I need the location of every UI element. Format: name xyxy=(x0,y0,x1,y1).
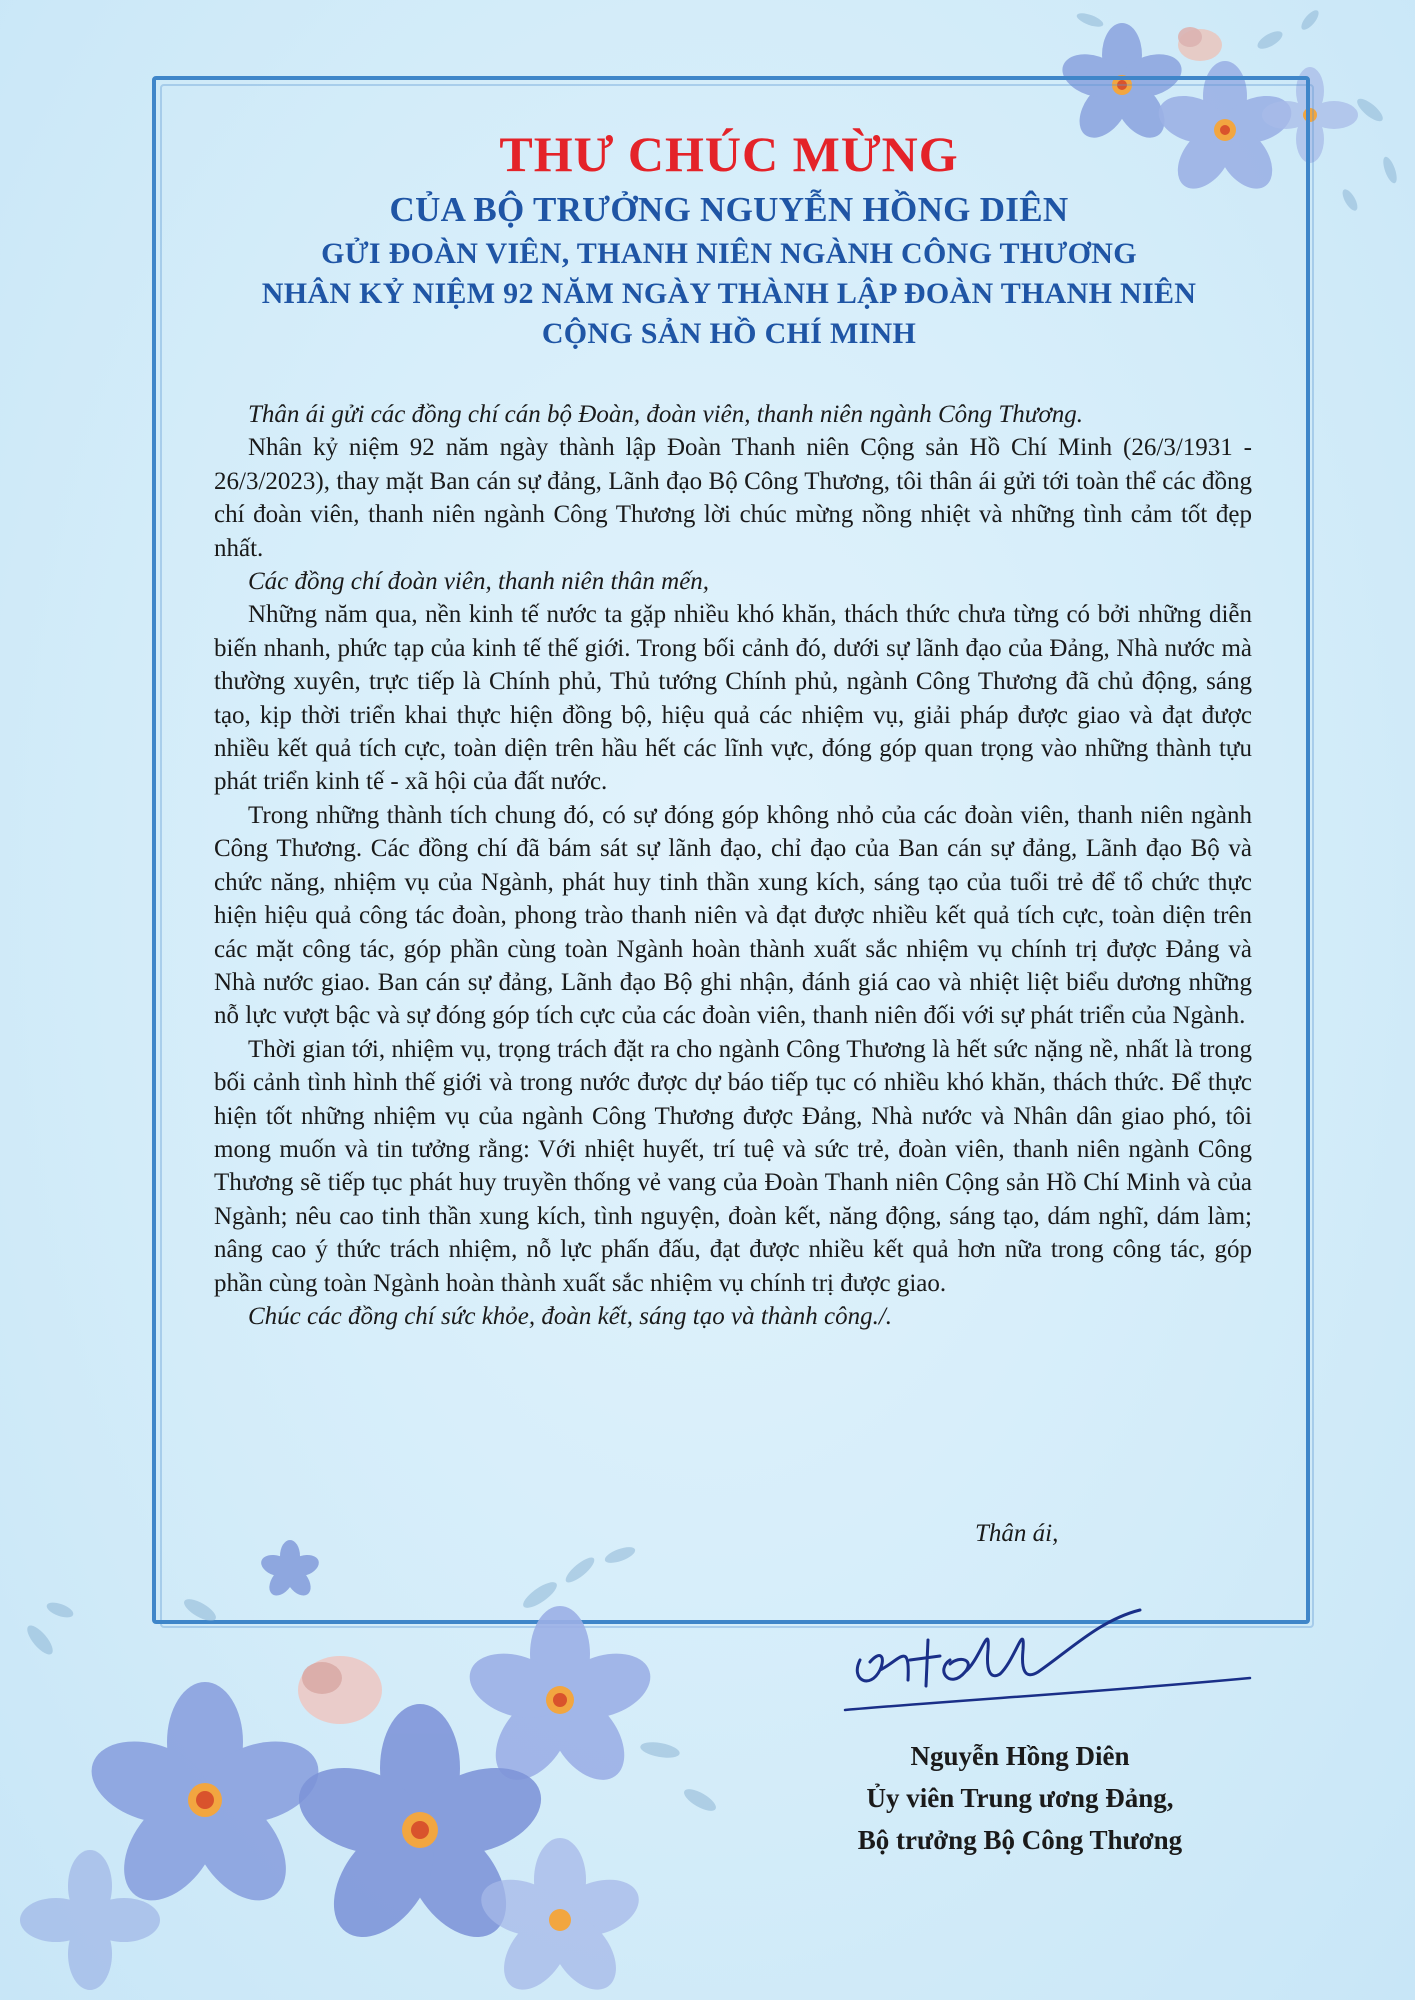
closing-greeting: Thân ái, xyxy=(975,1520,1059,1547)
body-paragraph: Nhân kỷ niệm 92 năm ngày thành lập Đoàn Thanh niên Cộng sản Hồ Chí Minh (26/3/1931 - 26/3/2023), thay mặt Ban cán sự đảng, Lãnh đạo Bộ Công Thương, tôi thân ái gửi tới toàn thể các đồng chí đoàn viên, thanh niên ngành Công Thương lời chúc mừng nồng nhiệt và những tình cảm tốt đẹp nhất. xyxy=(214,434,1252,562)
address-paragraph: Các đồng chí đoàn viên, thanh niên thân mến, xyxy=(248,568,710,596)
title-subline-4: CỘNG SẢN HỒ CHÍ MINH xyxy=(541,317,917,350)
title-subline-2: GỬI ĐOÀN VIÊN, THANH NIÊN NGÀNH CÔNG THƯƠNG xyxy=(321,237,1137,270)
title-subline-1: CỦA BỘ TRƯỞNG NGUYỄN HỒNG DIÊN xyxy=(389,190,1069,229)
bottom-left-flowers-decoration xyxy=(0,1500,840,2000)
title-subline-3: NHÂN KỶ NIỆM 92 NĂM NGÀY THÀNH LẬP ĐOÀN THANH NIÊN xyxy=(261,277,1197,310)
letter-title: THƯ CHÚC MỪNG xyxy=(499,126,959,182)
signer-name: Nguyễn Hồng Diên xyxy=(910,1741,1130,1771)
body-paragraph: Những năm qua, nền kinh tế nước ta gặp nhiều khó khăn, thách thức chưa từng có bởi những diễn biến nhanh, phức tạp của kinh tế thế giới. Trong bối cảnh đó, dưới sự lãnh đạo của Đảng, Nhà nước mà thường xuyên, trực tiếp là Chính phủ, Thủ tướng Chính phủ, ngành Công Thương đã chủ động, sáng tạo, kịp thời triển khai thực hiện đồng bộ, hiệu quả các nhiệm vụ, giải pháp được giao và đạt được nhiều kết quả tích cực, toàn diện trên hầu hết các lĩnh vực, đóng góp quan trọng vào những thành tựu phát triển kinh tế - xã hội của đất nước. xyxy=(214,601,1252,796)
body-paragraph: Thời gian tới, nhiệm vụ, trọng trách đặt ra cho ngành Công Thương là hết sức nặng nề, nhất là trong bối cảnh tình hình thế giới và trong nước được dự báo tiếp tục có nhiều khó khăn, thách thức. Để thực hiện tốt những nhiệm vụ của ngành Công Thương được Đảng, Nhà nước và Nhân dân giao phó, tôi mong muốn và tin tưởng rằng: Với nhiệt huyết, trí tuệ và sức trẻ, đoàn viên, thanh niên ngành Công Thương sẽ tiếp tục phát huy truyền thống vẻ vang của Đoàn Thanh niên Cộng sản Hồ Chí Minh và của Ngành; nêu cao tinh thần xung kích, tình nguyện, đoàn kết, năng động, sáng tạo, dám nghĩ, dám làm; nâng cao ý thức trách nhiệm, nỗ lực phấn đấu, đạt được nhiều kết quả hơn nữa trong công tác, góp phần cùng toàn Ngành hoàn thành xuất sắc nhiệm vụ chính trị được giao. xyxy=(214,1035,1252,1297)
signer-title-1: Ủy viên Trung ương Đảng, xyxy=(866,1783,1174,1813)
wishes-paragraph: Chúc các đồng chí sức khỏe, đoàn kết, sáng tạo và thành công./. xyxy=(248,1302,893,1330)
handwritten-signature xyxy=(840,1600,1260,1730)
body-paragraph: Trong những thành tích chung đó, có sự đóng góp không nhỏ của các đoàn viên, thanh niên ngành Công Thương. Các đồng chí đã bám sát sự lãnh đạo, chỉ đạo của Ban cán sự đảng, Lãnh đạo Bộ và chức năng, nhiệm vụ của Ngành, phát huy tinh thần xung kích, sáng tạo của tuổi trẻ để tổ chức thực hiện hiệu quả công tác đoàn, phong trào thanh niên và đạt được nhiều kết quả tích cực, toàn diện trên các mặt công tác, góp phần cùng toàn Ngành hoàn thành xuất sắc nhiệm vụ chính trị được Đảng và Nhà nước giao. Ban cán sự đảng, Lãnh đạo Bộ ghi nhận, đánh giá cao và nhiệt liệt biểu dương những nỗ lực vượt bậc và sự đóng góp tích cực của các đoàn viên, thanh niên đối với sự phát triển của Ngành. xyxy=(214,801,1252,1030)
salutation-paragraph: Thân ái gửi các đồng chí cán bộ Đoàn, đoàn viên, thanh niên ngành Công Thương. xyxy=(248,401,1083,428)
letter-body xyxy=(214,398,1252,1333)
signer-title-2: Bộ trưởng Bộ Công Thương xyxy=(857,1825,1183,1855)
title-block xyxy=(152,122,1306,354)
signature-block xyxy=(760,1735,1280,1861)
